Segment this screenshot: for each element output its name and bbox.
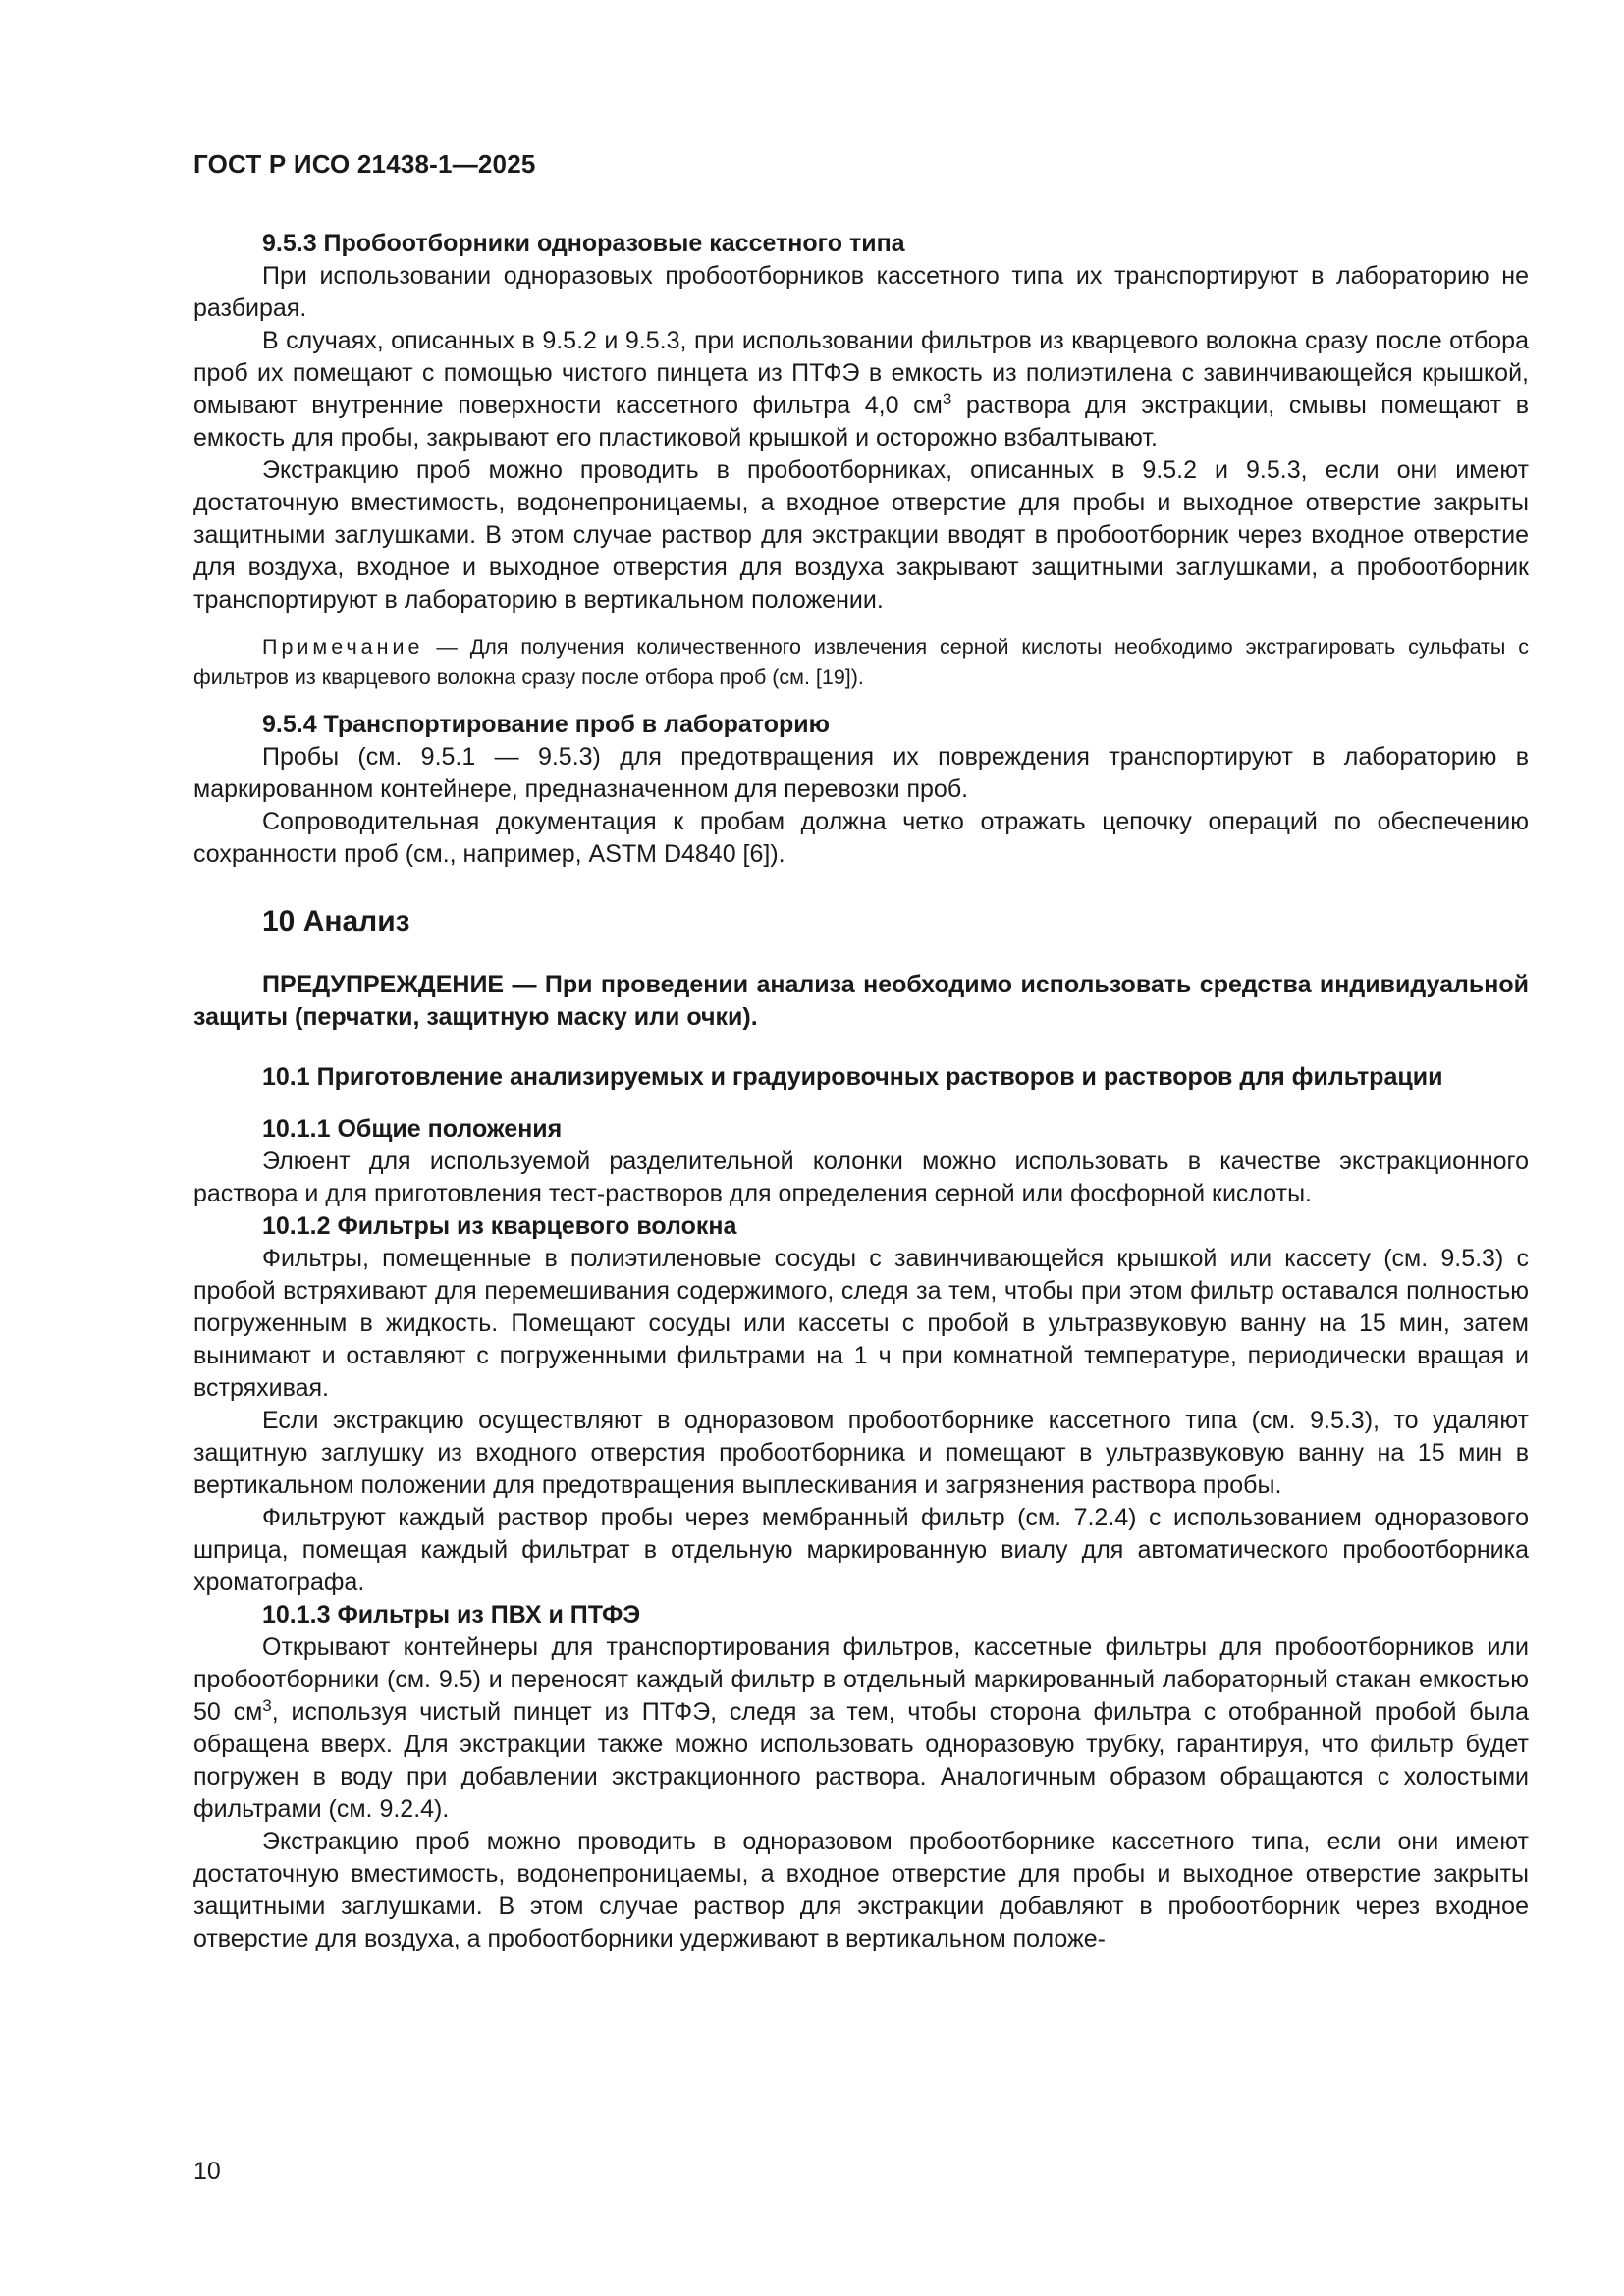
paragraph-text: В случаях, описанных в 9.5.2 и 9.5.3, при использовании фильтров из кварцевого волокна сразу после отбора проб их помещают с помощью чистого пинцета из ПТФЭ в емкость из полиэтилена с завинчивающейся крышкой, омывают внутренние поверхности кассетного фильтра 4,0 см xyxy=(193,327,1529,419)
note xyxy=(193,632,1529,693)
paragraph-text: , используя чистый пинцет из ПТФЭ, следя за тем, чтобы сторона фильтра с отобранной пробой была обращена вверх. Для экстракции также можно использовать одноразовую трубку, гарантируя, что фильтр будет погружен в воду при добавлении экстракционного раствора. Аналогичным образом обращаются с холостыми фильтрами (см. 9.2.4). xyxy=(193,1698,1529,1823)
section-heading-10-1-2: 10.1.2 Фильтры из кварцевого волокна xyxy=(262,1212,737,1240)
section-heading-10-1: 10.1 Приготовление анализируемых и градуировочных растворов и растворов для фильтрации xyxy=(262,1063,1443,1091)
section-heading-9-5-4: 9.5.4 Транспортирование проб в лабораторию xyxy=(262,711,830,738)
paragraph: Если экстракцию осуществляют в одноразовом пробоотборнике кассетного типа (см. 9.5.3), то удаляют защитную заглушку из входного отверстия пробоотборника и помещают в ультразвуковую ванну на 15 мин в вертикальном положении для предотвращения выплескивания и загрязнения раствора пробы. xyxy=(193,1407,1529,1499)
paragraph: Экстракцию проб можно проводить в пробоотборниках, описанных в 9.5.2 и 9.5.3, если они имеют достаточную вместимость, водонепроницаемы, а входное отверстие для пробы и выходное отверстие закрыты защитными заглушками. В этом случае раствор для экстракции вводят в пробоотборник через входное отверстие для воздуха, входное и выходное отверстия для воздуха закрывают защитными заглушками, а пробоотборник транспортируют в лабораторию в вертикальном положении. xyxy=(193,456,1529,614)
section-heading-10-1-1: 10.1.1 Общие положения xyxy=(262,1115,563,1143)
paragraph-text: Открывают контейнеры для транспортирования фильтров, кассетные фильтры для пробоотборников или пробоотборники (см. 9.5) и переносят каждый фильтр в отдельный маркированный лабораторный стакан емкостью 50 см xyxy=(193,1633,1529,1726)
page-content xyxy=(193,228,1529,1955)
page-number: 10 xyxy=(193,2158,221,2185)
paragraph: Экстракцию проб можно проводить в одноразовом пробоотборнике кассетного типа, если они имеют достаточную вместимость, водонепроницаемы, а входное отверстие для пробы и выходное отверстие закрыты защитными заглушками. В этом случае раствор для экстракции добавляют в пробоотборник через входное отверстие для воздуха, а пробоотборники удерживают в вертикальном положе- xyxy=(193,1828,1529,1952)
section-heading-10-1-3: 10.1.3 Фильтры из ПВХ и ПТФЭ xyxy=(262,1601,641,1629)
note-label: Примечание xyxy=(262,635,424,659)
note-text: — Для получения количественного извлечения серной кислоты необходимо экстрагировать сульфаты с фильтров из кварцевого волокна сразу после отбора проб (см. [19]). xyxy=(193,635,1529,689)
section-heading-9-5-3: 9.5.3 Пробоотборники одноразовые кассетного типа xyxy=(262,230,905,257)
paragraph xyxy=(193,325,1529,454)
section-heading-10: 10 Анализ xyxy=(262,905,410,937)
paragraph: Фильтры, помещенные в полиэтиленовые сосуды с завинчивающейся крышкой или кассету (см. 9.5.3) с пробой встряхивают для перемешивания содержимого, следя за тем, чтобы при этом фильтр оставался полностью погруженным в жидкость. Помещают сосуды или кассеты с пробой в ультразвуковую ванну на 15 мин, затем вынимают и оставляют с погруженными фильтрами на 1 ч при комнатной температуре, периодически вращая и встряхивая. xyxy=(193,1245,1529,1402)
paragraph: Фильтруют каждый раствор пробы через мембранный фильтр (см. 7.2.4) с использованием одноразового шприца, помещая каждый фильтрат в отдельную маркированную виалу для автоматического пробоотборника хроматографа. xyxy=(193,1504,1529,1596)
paragraph: Пробы (см. 9.5.1 — 9.5.3) для предотвращения их повреждения транспортируют в лабораторию в маркированном контейнере, предназначенном для перевозки проб. xyxy=(193,743,1529,803)
superscript: 3 xyxy=(942,390,952,408)
paragraph: Сопроводительная документация к пробам должна четко отражать цепочку операций по обеспечению сохранности проб (см., например, ASTM D4840 [6]). xyxy=(193,808,1529,868)
document-header-id: ГОСТ Р ИСО 21438-1—2025 xyxy=(193,149,536,179)
paragraph xyxy=(193,1631,1529,1826)
paragraph: При использовании одноразовых пробоотборников кассетного типа их транспортируют в лабораторию не разбирая. xyxy=(193,262,1529,322)
paragraph-text: раствора для экстракции, смывы помещают в емкость для пробы, закрывают его пластиковой крышкой и осторожно взбалтывают. xyxy=(193,392,1529,452)
superscript: 3 xyxy=(262,1696,272,1715)
warning-text: ПРЕДУПРЕЖДЕНИЕ — При проведении анализа необходимо использовать средства индивидуальной защиты (перчатки, защитную маску или очки). xyxy=(193,971,1529,1031)
paragraph: Элюент для используемой разделительной колонки можно использовать в качестве экстракционного раствора и для приготовления тест-растворов для определения серной или фосфорной кислоты. xyxy=(193,1148,1529,1207)
